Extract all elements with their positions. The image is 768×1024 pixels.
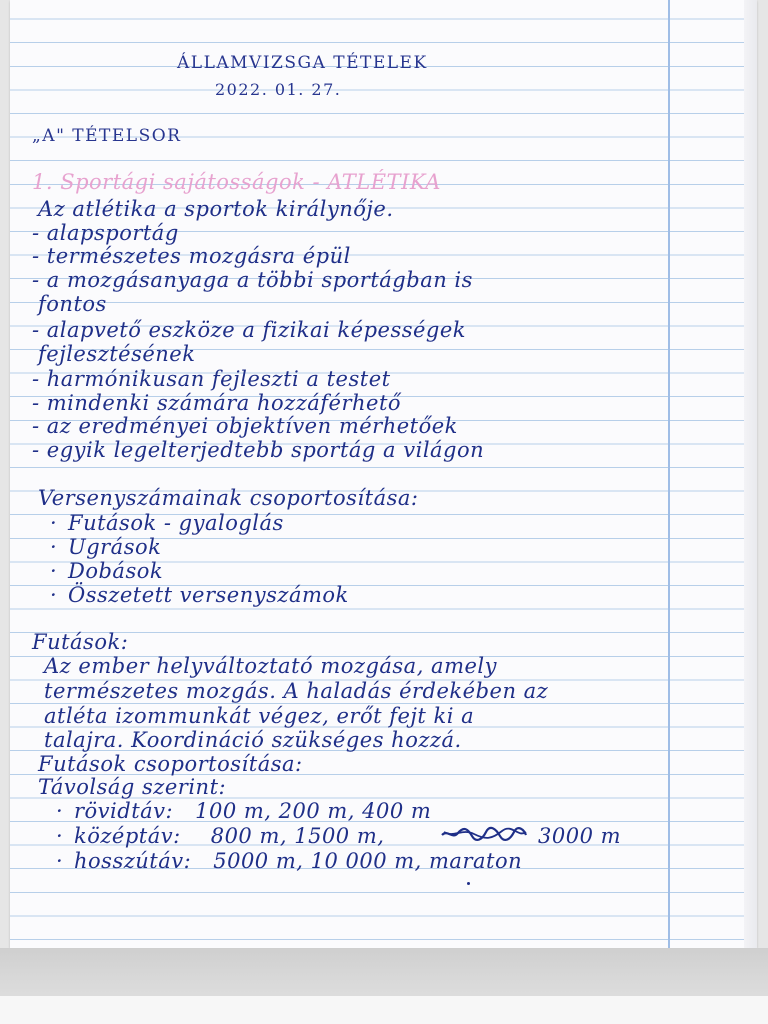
feature-line: - a mozgásanyaga a többi sportágban is [32,268,473,292]
topic-heading: 1. Sportági sajátosságok - ATLÉTIKA [32,170,441,194]
distance-row [56,824,384,848]
distance-values: 5000 m, 10 000 m, maraton [213,849,523,873]
distance-extra: 3000 m [538,824,622,848]
intro-sentence: Az atlétika a sportok királynője. [38,197,394,221]
distance-values: 800 m, 1500 m, [210,824,385,848]
group-item-label: Dobások [68,559,164,583]
feature-line: - az eredményei objektíven mérhetőek [32,414,458,438]
group-item-label: Futások - gyaloglás [68,511,284,535]
page-title: ÁLLAMVIZSGA TÉTELEK [177,53,428,73]
runs-heading: Futások: [32,630,129,654]
distance-label: hosszútáv: [74,849,192,873]
group-item-label: Összetett versenyszámok [68,583,349,607]
bullet-dot: · [50,511,58,535]
bullet-dot: · [56,824,64,848]
page-date: 2022. 01. 27. [215,80,342,99]
runs-text-line: Az ember helyváltoztató mozgása, amely [44,654,497,678]
notebook-page [10,0,757,948]
distance-heading: Távolság szerint: [38,775,227,799]
distance-row [56,849,522,873]
runs-text-line: természetes mozgás. A haladás érdekében az [44,679,549,703]
feature-line: fejlesztésének [38,342,196,366]
margin-line [668,0,670,948]
feature-line: - mindenki számára hozzáférhető [32,391,402,415]
bullet-dot: · [50,535,58,559]
bullet-dot: · [50,559,58,583]
series-label: „A" TÉTELSOR [32,126,182,146]
feature-line: fontos [38,292,107,316]
distance-values: 100 m, 200 m, 400 m [195,799,432,823]
feature-line: - harmónikusan fejleszti a testet [32,367,391,391]
feature-line: - alapvető eszköze a fizikai képességek [32,318,467,342]
feature-line: - alapsportág [32,221,179,245]
paper-edge [744,0,757,948]
scan-background [0,996,768,1024]
group-item [50,583,349,607]
runs-text-line: talajra. Koordináció szükséges hozzá. [44,728,462,752]
feature-line: - egyik legelterjedtebb sportág a világon [32,438,485,462]
ink-dot [467,882,470,885]
bullet-dot: · [56,799,64,823]
feature-line: - természetes mozgásra épül [32,244,351,268]
group-item-label: Ugrások [68,535,162,559]
distance-label: rövidtáv: [74,799,174,823]
runs-grouping-heading: Futások csoportosítása: [38,752,303,776]
group-item [50,559,163,583]
runs-text-line: atléta izommunkát végez, erőt fejt ki a [44,704,475,728]
group-item [50,535,161,559]
bullet-dot: · [50,583,58,607]
crossed-out-scribble [440,826,528,842]
distance-row [56,799,431,823]
groups-heading: Versenyszámainak csoportosítása: [38,486,419,510]
distance-label: középtáv: [74,824,181,848]
bullet-dot: · [56,849,64,873]
group-item [50,511,284,535]
